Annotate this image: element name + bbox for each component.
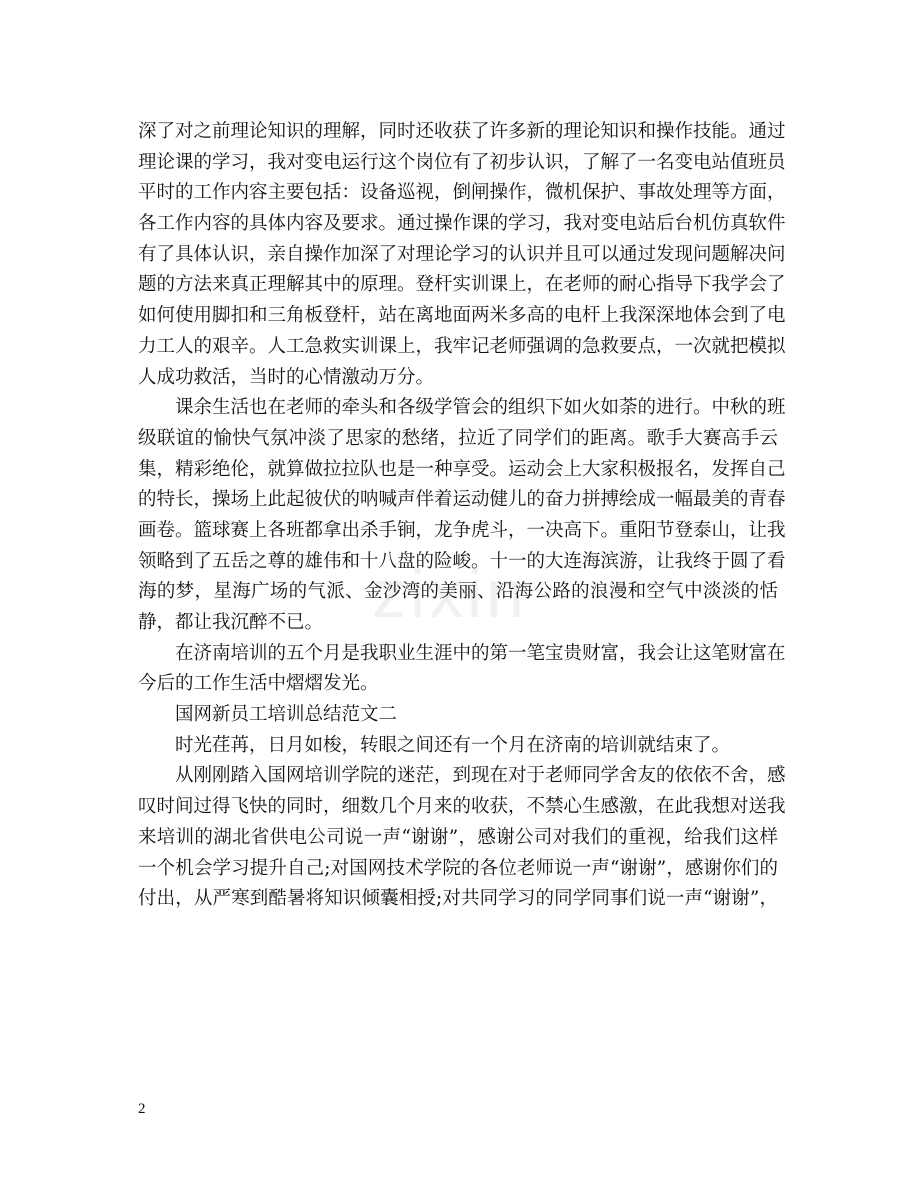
page-number: 2 bbox=[138, 1101, 146, 1117]
text-line: 理论课的学习，我对变电运行这个岗位有了初步认识，了解了一名变电站值班员 bbox=[138, 151, 786, 173]
text-line: 来培训的湖北省供电公司说一声“谢谢”，感谢公司对我们的重视，给我们这样 bbox=[138, 826, 778, 848]
text-line: 海的梦，星海广场的气派、金沙湾的美丽、沿海公路的浪漫和空气中淡淡的恬 bbox=[138, 581, 778, 603]
paragraph-first-line: 在济南培训的五个月是我职业生涯中的第一笔宝贵财富，我会让这笔财富在 bbox=[175, 642, 786, 664]
text-line: 如何使用脚扣和三角板登杆，站在离地面两米多高的电杆上我深深地体会到了电 bbox=[138, 305, 786, 327]
text-line: 人成功救活，当时的心情激动万分。 bbox=[138, 366, 435, 388]
text-line: 有了具体认识，亲自操作加深了对理论学习的认识并且可以通过发现问题解决问 bbox=[138, 243, 786, 265]
text-line: 今后的工作生活中熠熠发光。 bbox=[138, 673, 379, 695]
text-line: 付出，从严寒到酷暑将知识倾囊相授;对共同学习的同学同事们说一声“谢谢”， bbox=[138, 888, 778, 910]
watermark: zixin bbox=[371, 556, 529, 632]
paragraph-first-line: 从刚刚踏入国网培训学院的迷茫，到现在对于老师同学舍友的依依不舍，感 bbox=[175, 765, 786, 787]
document-body bbox=[138, 117, 786, 915]
text-line: 画卷。篮球赛上各班都拿出杀手锏，龙争虎斗，一决高下。重阳节登泰山，让我 bbox=[138, 519, 786, 541]
text-line: 深了对之前理论知识的理解，同时还收获了许多新的理论知识和操作技能。通过 bbox=[138, 121, 786, 142]
text-line: 集，精彩绝伦，就算做拉拉队也是一种享受。运动会上大家积极报名，发挥自己 bbox=[138, 458, 786, 480]
text-line: 力工人的艰辛。人工急救实训课上，我牢记老师强调的急救要点，一次就把模拟 bbox=[138, 335, 786, 357]
text-line: 领略到了五岳之尊的雄伟和十八盘的险峻。十一的大连海滨游，让我终于圆了看 bbox=[138, 550, 786, 572]
text-line: 一个机会学习提升自己;对国网技术学院的各位老师说一声“谢谢”，感谢你们的 bbox=[138, 857, 778, 879]
text-line: 叹时间过得飞快的同时，细数几个月来的收获，不禁心生感激，在此我想对送我 bbox=[138, 796, 786, 818]
text-line: 静，都让我沉醉不已。 bbox=[138, 612, 324, 633]
paragraph-first-line: 课余生活也在老师的牵头和各级学管会的组织下如火如荼的进行。中秋的班 bbox=[175, 397, 786, 419]
text-line: 平时的工作内容主要包括：设备巡视，倒闸操作，微机保护、事故处理等方面， bbox=[138, 182, 786, 204]
paragraph-first-line: 时光荏苒，日月如梭，转眼之间还有一个月在济南的培训就结束了。 bbox=[175, 734, 731, 756]
text-line: 各工作内容的具体内容及要求。通过操作课的学习，我对变电站后台机仿真软件 bbox=[138, 213, 786, 235]
text-line: 级联谊的愉快气氛冲淡了思家的愁绪，拉近了同学们的距离。歌手大赛高手云 bbox=[138, 427, 778, 449]
section-heading: 国网新员工培训总结范文二 bbox=[175, 704, 398, 726]
text-line: 题的方法来真正理解其中的原理。登杆实训课上，在老师的耐心指导下我学会了 bbox=[138, 274, 786, 296]
text-line: 的特长，操场上此起彼伏的呐喊声伴着运动健儿的奋力拼搏绘成一幅最美的青春 bbox=[138, 489, 786, 511]
